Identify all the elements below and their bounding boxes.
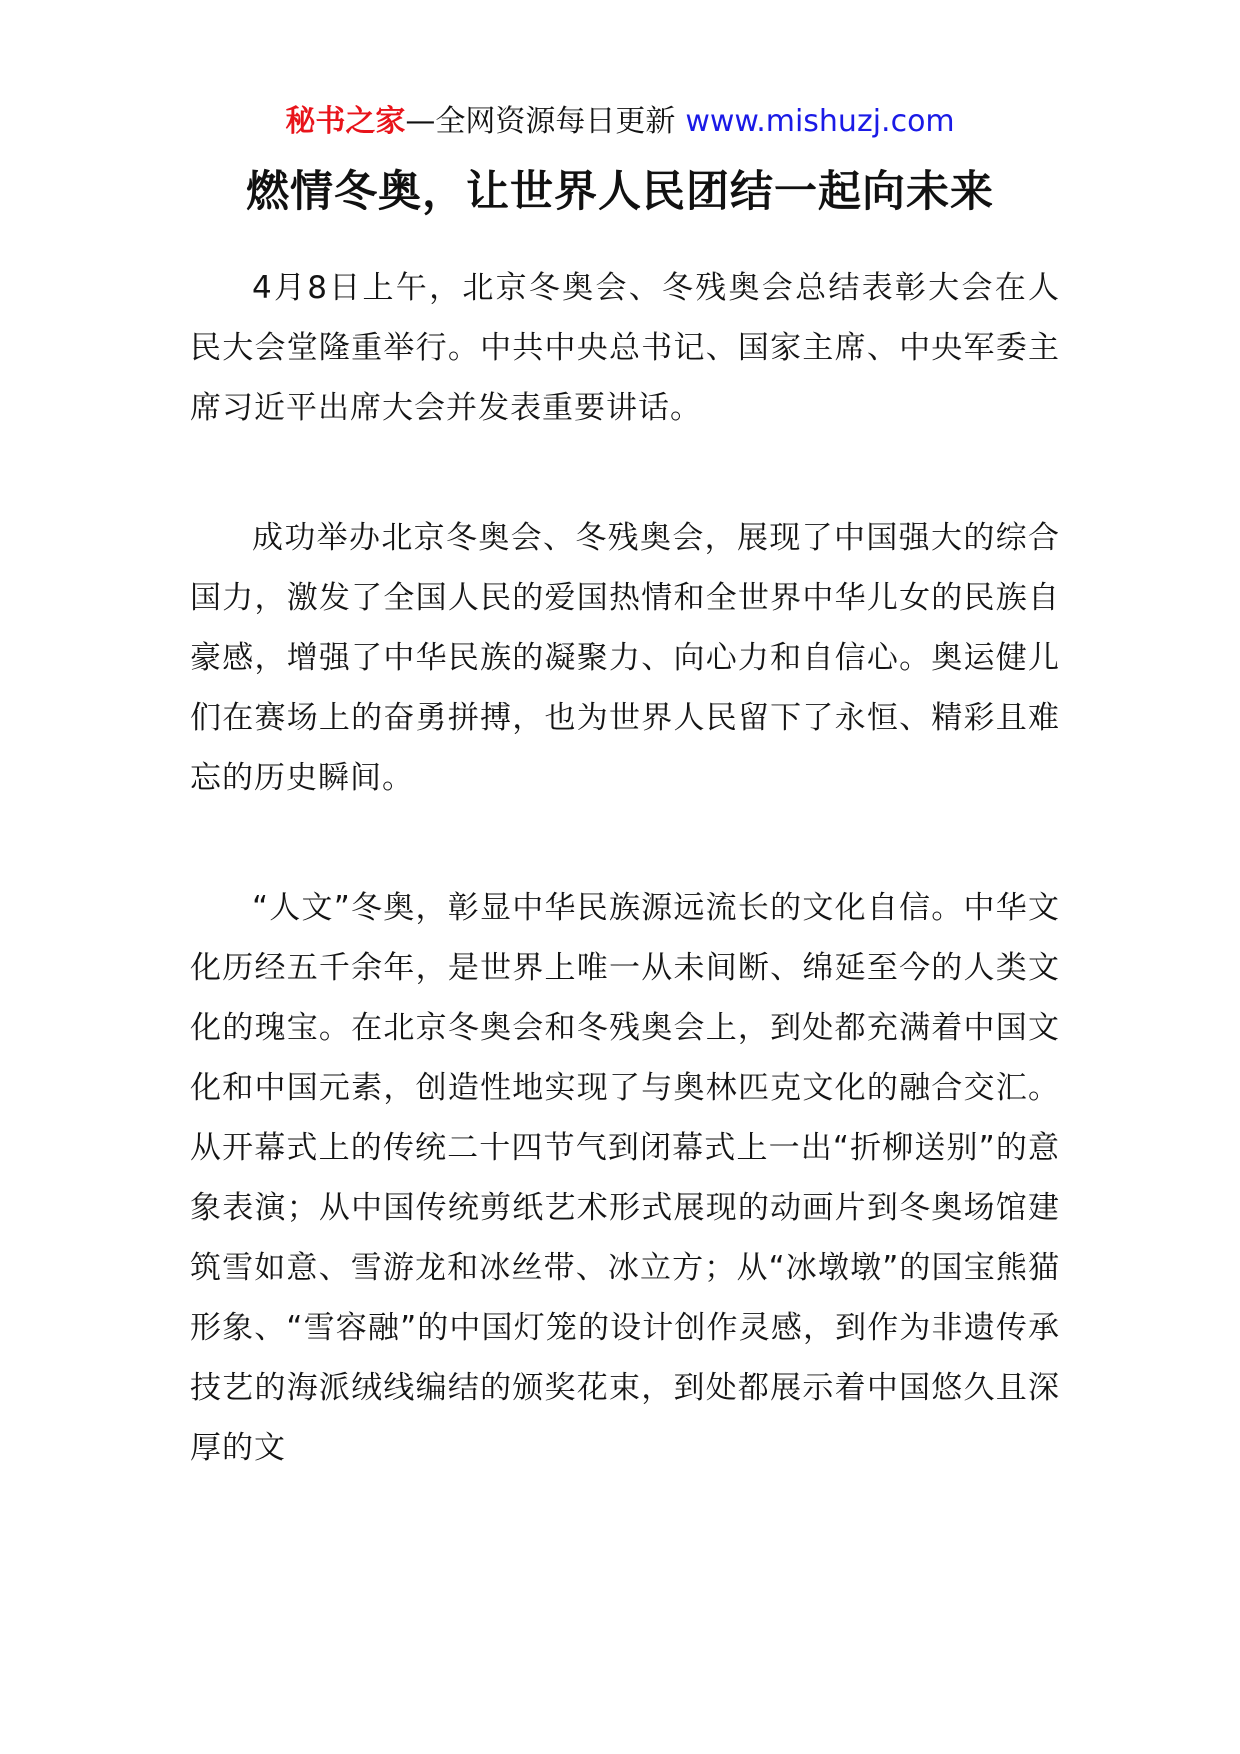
paragraph-2: 成功举办北京冬奥会、冬残奥会，展现了中国强大的综合国力，激发了全国人民的爱国热情和全世界中华儿女的民族自豪感，增强了中华民族的凝聚力、向心力和自信心。奥运健儿们在赛场上的奋勇拼搏，也为世界人民留下了永恒、精彩且难忘的历史瞬间。	[190, 520, 1060, 796]
site-url-link[interactable]: www.mishuzj.com	[685, 104, 955, 139]
header-tagline: —全网资源每日更新	[405, 104, 676, 139]
paragraph-1: 4月8日上午，北京冬奥会、冬残奥会总结表彰大会在人民大会堂隆重举行。中共中央总书记、国家主席、中央军委主席习近平出席大会并发表重要讲话。	[190, 270, 1060, 426]
brand-name: 秘书之家	[285, 104, 406, 139]
document-title: 燃情冬奥，让世界人民团结一起向未来	[246, 167, 994, 217]
paragraph-3: “人文”冬奥，彰显中华民族源远流长的文化自信。中华文化历经五千余年，是世界上唯一从未间断、绵延至今的人类文化的瑰宝。在北京冬奥会和冬残奥会上，到处都充满着中国文化和中国元素，创造性地实现了与奥林匹克文化的融合交汇。从开幕式上的传统二十四节气到闭幕式上一出“折柳送别”的意象表演；从中国传统剪纸艺术形式展现的动画片到冬奥场馆建筑雪如意、雪游龙和冰丝带、冰立方；从“冰墩墩”的国宝熊猫形象、“雪容融”的中国灯笼的设计创作灵感，到作为非遗传承技艺的海派绒线编结的颁奖花束，到处都展示着中国悠久且深厚的文	[190, 890, 1060, 1466]
site-header	[0, 102, 1240, 142]
document-body	[190, 258, 1060, 1478]
